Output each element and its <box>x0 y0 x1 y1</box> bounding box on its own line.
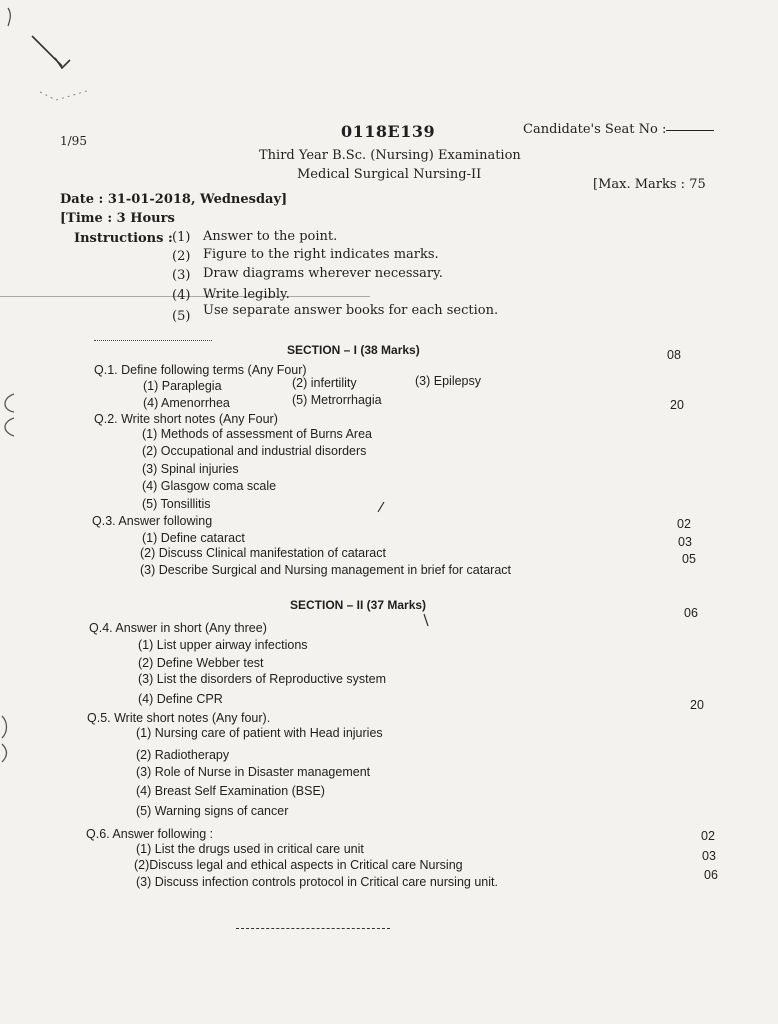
q1-item-5: (5) Metrorrhagia <box>292 393 382 407</box>
paper-code: 0118E139 <box>341 122 436 141</box>
q6-1-marks: 02 <box>701 829 715 843</box>
page-number: 1/95 <box>60 134 87 148</box>
q1-item-4: (4) Amenorrhea <box>143 396 230 410</box>
q3-1-marks: 02 <box>677 517 691 531</box>
q5-item-3: (3) Role of Nurse in Disaster management <box>136 765 371 779</box>
q6-item-2: (2)Discuss legal and ethical aspects in Critical care Nursing <box>134 858 463 872</box>
q4-item-2: (2) Define Webber test <box>138 656 264 670</box>
q2-item-5: (5) Tonsillitis <box>142 497 211 511</box>
punch-hole-marks-lower <box>2 716 7 762</box>
exam-time: [Time : 3 Hours <box>60 211 175 226</box>
seat-no-underline <box>666 130 714 131</box>
instruction-3: Draw diagrams wherever necessary. <box>203 266 443 281</box>
seat-no-label: Candidate's Seat No : <box>523 122 667 137</box>
exam-title: Third Year B.Sc. (Nursing) Examination <box>259 148 521 163</box>
q1-item-2: (2) infertility <box>292 376 357 390</box>
instruction-1-num: (1) <box>172 230 191 245</box>
exam-date: Date : 31-01-2018, Wednesday] <box>60 192 288 207</box>
instruction-5-num: (5) <box>172 309 191 324</box>
q4-item-1: (1) List upper airway infections <box>138 638 308 652</box>
tick-mark <box>378 502 384 512</box>
q6-text: Q.6. Answer following : <box>86 827 214 841</box>
q4-text: Q.4. Answer in short (Any three) <box>89 621 267 635</box>
q2-item-1: (1) Methods of assessment of Burns Area <box>142 427 372 441</box>
q3-item-1: (1) Define cataract <box>142 531 245 545</box>
instruction-3-num: (3) <box>172 268 191 283</box>
instruction-4-num: (4) <box>172 288 191 303</box>
q5-item-5: (5) Warning signs of cancer <box>136 804 289 818</box>
subject-title: Medical Surgical Nursing-II <box>297 167 482 182</box>
instruction-1: Answer to the point. <box>203 229 338 244</box>
instruction-2: Figure to the right indicates marks. <box>203 247 439 262</box>
q4-item-3: (3) List the disorders of Reproductive system <box>138 672 387 686</box>
q5-item-4: (4) Breast Self Examination (BSE) <box>136 784 325 798</box>
q6-2-marks: 03 <box>702 849 716 863</box>
q2-text: Q.2. Write short notes (Any Four) <box>94 412 278 426</box>
q3-2-marks: 03 <box>678 535 692 549</box>
q1-item-1: (1) Paraplegia <box>143 379 222 393</box>
q5-text: Q.5. Write short notes (Any four). <box>87 711 271 725</box>
q5-marks: 20 <box>690 698 704 712</box>
instruction-5: Use separate answer books for each section. <box>203 303 499 318</box>
q6-item-3: (3) Discuss infection controls protocol in Critical care nursing unit. <box>136 875 498 889</box>
q6-3-marks: 06 <box>704 868 718 882</box>
q4-marks: 06 <box>684 606 698 620</box>
tick-mark-2 <box>424 614 428 626</box>
edge-mark <box>8 8 10 26</box>
separator-dots <box>94 340 212 341</box>
q2-marks: 20 <box>670 398 684 412</box>
q2-item-4: (4) Glasgow coma scale <box>142 479 277 493</box>
dot-trail <box>40 90 90 100</box>
q3-3-marks: 05 <box>682 552 696 566</box>
instruction-2-num: (2) <box>172 249 191 264</box>
q6-item-1: (1) List the drugs used in critical care unit <box>136 842 364 856</box>
q2-item-3: (3) Spinal injuries <box>142 462 239 476</box>
instructions-label: Instructions : <box>74 231 173 246</box>
punch-hole-marks <box>5 394 14 436</box>
q5-item-2: (2) Radiotherapy <box>136 748 230 762</box>
section-1-title: SECTION – I (38 Marks) <box>287 343 420 357</box>
q3-item-3: (3) Describe Surgical and Nursing management in brief for cataract <box>140 563 512 577</box>
q2-item-2: (2) Occupational and industrial disorders <box>142 444 367 458</box>
q3-text: Q.3. Answer following <box>92 514 213 528</box>
q4-item-4: (4) Define CPR <box>138 692 223 706</box>
q1-item-3: (3) Epilepsy <box>415 374 481 388</box>
max-marks: [Max. Marks : 75 <box>593 177 706 192</box>
end-separator <box>236 928 390 929</box>
section-2-title: SECTION – II (37 Marks) <box>290 598 427 612</box>
q5-item-1: (1) Nursing care of patient with Head injuries <box>136 726 383 740</box>
q1-marks: 08 <box>667 348 681 362</box>
q3-item-2: (2) Discuss Clinical manifestation of cataract <box>140 546 386 560</box>
q1-text: Q.1. Define following terms (Any Four) <box>94 363 307 377</box>
instruction-4: Write legibly. <box>203 287 290 302</box>
corner-scribble <box>32 36 70 68</box>
